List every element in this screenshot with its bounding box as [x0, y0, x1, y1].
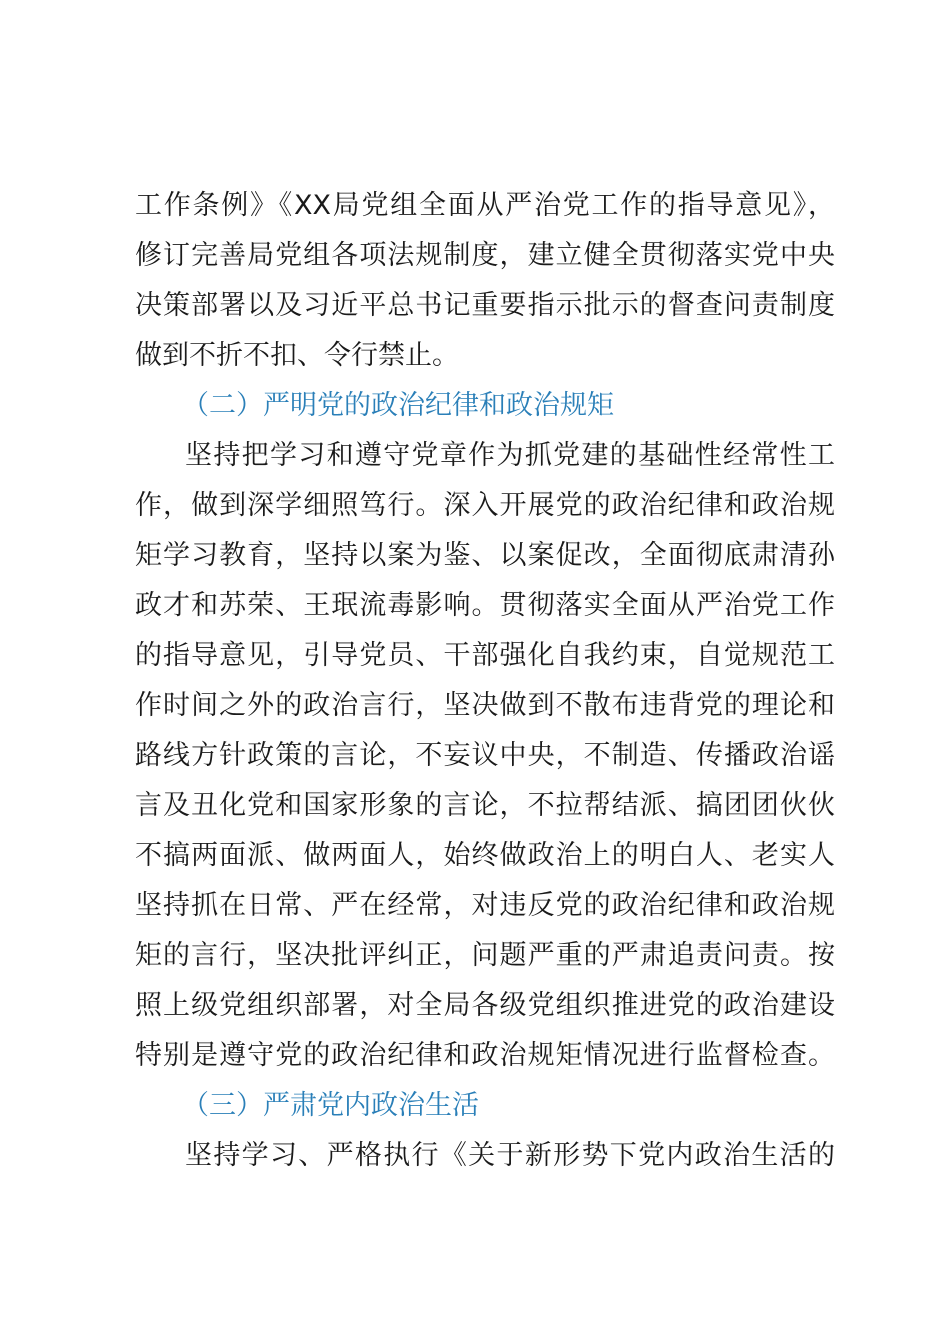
text-line: 坚持把学习和遵守党章作为抓党建的基础性经常性工: [185, 440, 835, 471]
text-line: 特别是遵守党的政治纪律和政治规矩情况进行监督检查。: [135, 1040, 835, 1071]
section-heading: （三）严肃党内政治生活: [182, 1090, 479, 1121]
text-line: 做到不折不扣、令行禁止。: [135, 340, 459, 371]
text-line: 照上级党组织部署，对全局各级党组织推进党的政治建设: [135, 990, 835, 1021]
text-line: 工作条例》《XX局党组全面从严治党工作的指导意见》，: [135, 190, 835, 221]
text-line: 不搞两面派、做两面人，始终做政治上的明白人、老实人: [135, 840, 835, 871]
text-line: 的指导意见，引导党员、干部强化自我约束，自觉规范工: [135, 640, 835, 671]
text-line: 决策部署以及习近平总书记重要指示批示的督查问责制度: [135, 290, 835, 321]
text-line: 言及丑化党和国家形象的言论，不拉帮结派、搞团团伙伙: [135, 790, 835, 821]
section-heading: （二）严明党的政治纪律和政治规矩: [182, 390, 614, 421]
text-line: 坚持抓在日常、严在经常，对违反党的政治纪律和政治规: [135, 890, 835, 921]
text-line: 作时间之外的政治言行，坚决做到不散布违背党的理论和: [135, 690, 835, 721]
text-line: 坚持学习、严格执行《关于新形势下党内政治生活的: [185, 1140, 835, 1171]
text-line: 路线方针政策的言论，不妄议中央，不制造、传播政治谣: [135, 740, 835, 771]
text-line: 修订完善局党组各项法规制度，建立健全贯彻落实党中央: [135, 240, 835, 271]
text-line: 政才和苏荣、王珉流毒影响。贯彻落实全面从严治党工作: [135, 590, 835, 621]
text-line: 矩的言行，坚决批评纠正，问题严重的严肃追责问责。按: [135, 940, 835, 971]
text-line: 矩学习教育，坚持以案为鉴、以案促改，全面彻底肃清孙: [135, 540, 835, 571]
text-line: 作，做到深学细照笃行。深入开展党的政治纪律和政治规: [135, 490, 835, 521]
